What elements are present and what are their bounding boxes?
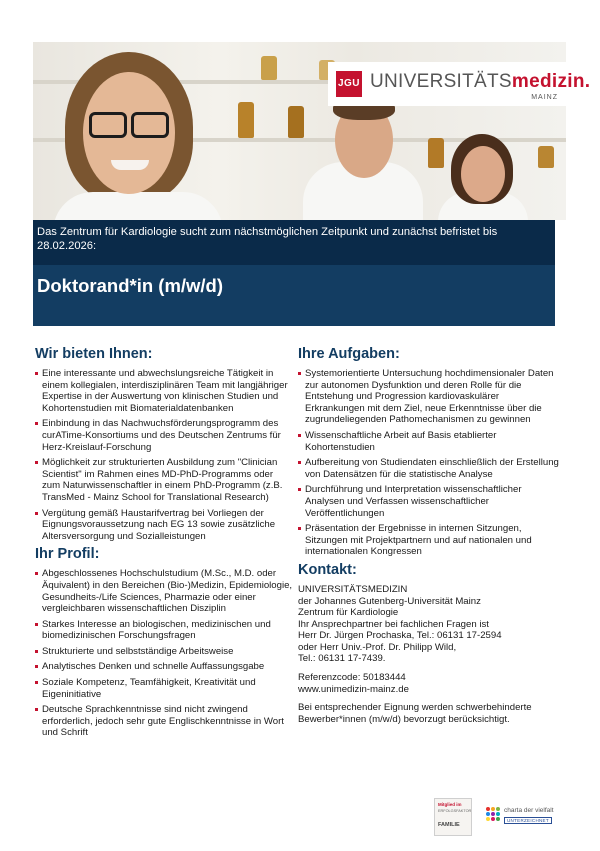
bottle bbox=[428, 138, 444, 168]
list-item: Analytisches Denken und schnelle Auffassungsgabe bbox=[35, 661, 293, 673]
list-item: Starkes Interesse an biologischen, medizinischen und biomedizinischen Forschungsfragen bbox=[35, 619, 293, 642]
contact-line: Herr Dr. Jürgen Prochaska, Tel.: 06131 17-2594 bbox=[298, 630, 502, 642]
list-item: Einbindung in das Nachwuchsförderungsprogramm des curATime-Konsortiums und des Deutschen Zentrums für Herz-Kreislauf-Forschung bbox=[35, 418, 293, 453]
intro-text: Das Zentrum für Kardiologie sucht zum nächstmöglichen Zeitpunkt und zunächst befristet bis 28.02.2026: bbox=[33, 220, 555, 265]
list-item: Strukturierte und selbstständige Arbeitsweise bbox=[35, 646, 293, 658]
logo-subtitle: MAINZ bbox=[531, 94, 558, 101]
right-column bbox=[298, 346, 560, 732]
contact-line: Zentrum für Kardiologie bbox=[298, 607, 399, 619]
list-item: Möglichkeit zur strukturierten Ausbildung zum "Clinician Scientist" im Rahmen eines MD-PhD-Programms oder zum Naturwissenschaftler in einem PhD-Programm (z.B. TransMed - Mainz School for Translational Research) bbox=[35, 457, 293, 503]
bottle bbox=[261, 56, 277, 80]
profile-heading: Ihr Profil: bbox=[35, 546, 100, 563]
offer-list bbox=[35, 368, 293, 542]
logo-wordmark-bold: medizin. bbox=[511, 71, 591, 92]
badge-label: FAMILIE bbox=[438, 822, 460, 828]
erfolgsfaktor-familie-badge bbox=[434, 798, 472, 836]
person-face bbox=[461, 146, 505, 202]
list-item: Präsentation der Ergebnisse in internen Sitzungen, Sitzungen mit Projektpartnern und auf nationalen und internationalen Kongressen bbox=[298, 523, 560, 558]
list-item: Systemorientierte Untersuchung hochdimensionaler Daten zur autonomen Dysfunktion und deren Rolle für die Entstehung und Progression kardiovaskulärer Erkrankungen mit dem Ziel, neue Erkenntnisse über die zugrundeliegenden Pathomechanismen zu gewinnen bbox=[298, 368, 560, 426]
badge-label: ERFOLGSFAKTOR bbox=[438, 809, 472, 813]
left-column bbox=[35, 346, 293, 743]
bottle bbox=[288, 106, 304, 138]
glasses bbox=[89, 112, 127, 138]
smile bbox=[111, 160, 149, 170]
tasks-list bbox=[298, 368, 560, 558]
tasks-heading: Ihre Aufgaben: bbox=[298, 346, 400, 362]
list-item: Eine interessante und abwechslungsreiche Tätigkeit in einem kollegialen, interdisziplinären Team mit langjähriger Expertise in der Auswertung von klinischen Studien und Kohortenstudien mit Biomaterialdatenbanken bbox=[35, 368, 293, 414]
list-item: Aufbereitung von Studiendaten einschließlich der Erstellung von Datensätzen für die statistische Analyse bbox=[298, 457, 560, 480]
equal-opportunity-note: Bei entsprechender Eignung werden schwerbehinderte Bewerber*innen (m/w/d) bevorzugt berücksichtigt. bbox=[298, 702, 532, 725]
contact-line: oder Herr Univ.-Prof. Dr. Philipp Wild, bbox=[298, 641, 457, 653]
list-item: Abgeschlossenes Hochschulstudium (M.Sc., M.D. oder Äquivalent) in den Bereichen (Bio-)Medizin, Epidemiologie, Gesundheits-/Life Sciences, Pharmazie oder einer vergleichbaren wissenschaftlichen Disziplin bbox=[35, 568, 293, 614]
badge-label: charta der vielfalt bbox=[504, 807, 554, 814]
jgu-logo-mark: JGU bbox=[336, 71, 362, 97]
contact-line: Tel.: 06131 17-7439. bbox=[298, 653, 386, 665]
contact-line: der Johannes Gutenberg-Universität Mainz bbox=[298, 595, 481, 607]
title-band bbox=[33, 220, 555, 326]
logo-wordmark-light: UNIVERSITÄTS bbox=[370, 71, 512, 92]
badge-label: UNTERZEICHNET bbox=[504, 817, 552, 824]
offer-heading: Wir bieten Ihnen: bbox=[35, 346, 153, 362]
bottle bbox=[238, 102, 254, 138]
list-item: Vergütung gemäß Haustarifvertrag bei Vorliegen der Eignungsvoraussetzung nach EG 13 sowie zusätzliche Altersversorgung und Sozialleistungen bbox=[35, 508, 293, 543]
hero-photo bbox=[33, 42, 591, 220]
contact-line: Ihr Ansprechpartner bei fachlichen Fragen ist bbox=[298, 618, 489, 630]
list-item: Wissenschaftliche Arbeit auf Basis etablierter Kohortenstudien bbox=[298, 430, 560, 453]
contact-heading: Kontakt: bbox=[298, 561, 357, 578]
contact-block bbox=[298, 584, 560, 726]
bottle bbox=[538, 146, 554, 168]
website-link[interactable]: www.unimedizin-mainz.de bbox=[298, 683, 409, 695]
badge-label: Mitglied im bbox=[438, 802, 462, 807]
contact-address bbox=[298, 584, 560, 665]
contact-reference bbox=[298, 672, 560, 695]
job-title: Doktorand*in (m/w/d) bbox=[37, 275, 224, 296]
glasses bbox=[131, 112, 169, 138]
list-item: Soziale Kompetenz, Teamfähigkeit, Kreativität und Eigeninitiative bbox=[35, 677, 293, 700]
contact-line: UNIVERSITÄTSMEDIZIN bbox=[298, 583, 408, 595]
university-logo bbox=[328, 62, 591, 106]
charta-dots-icon bbox=[486, 807, 500, 821]
list-item: Deutsche Sprachkenntnisse sind nicht zwingend erforderlich, jedoch sehr gute Englischkenntnisse in Wort und Schrift bbox=[35, 704, 293, 739]
list-item: Durchführung und Interpretation wissenschaftlicher Analysen und Verfassen wissenschaftlicher Veröffentlichungen bbox=[298, 484, 560, 519]
profile-list bbox=[35, 568, 293, 739]
logo-wordmark bbox=[370, 71, 590, 93]
reference-code: Referenzcode: 50183444 bbox=[298, 672, 406, 684]
charta-der-vielfalt-badge bbox=[484, 804, 564, 832]
